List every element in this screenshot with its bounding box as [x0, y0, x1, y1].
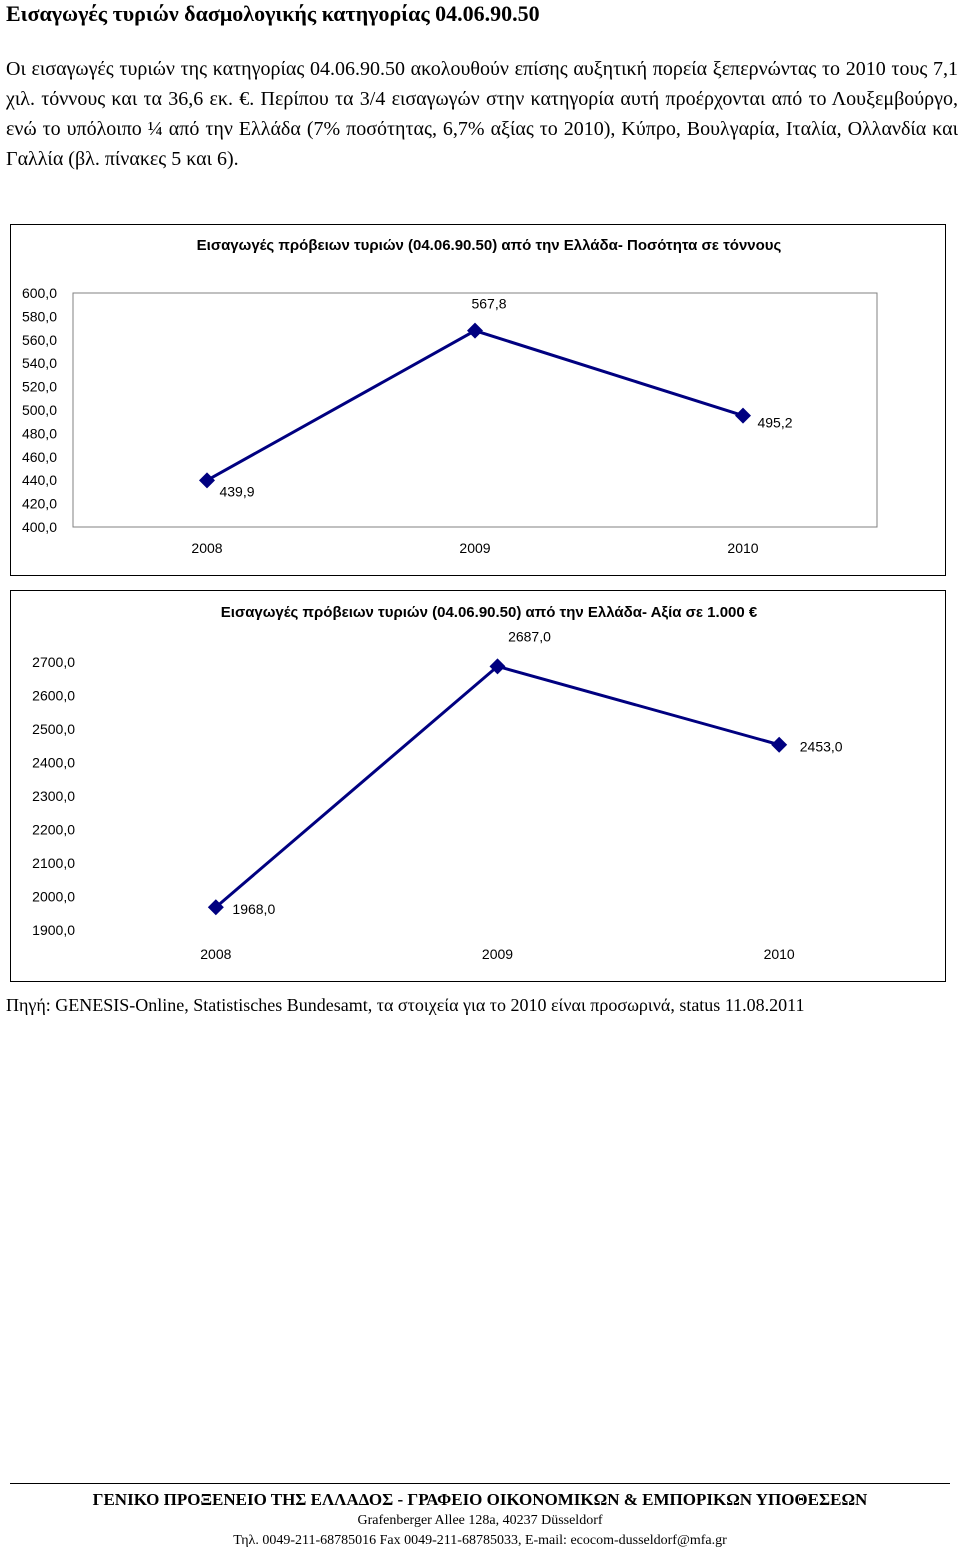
- value-chart-x-axis: [200, 946, 795, 962]
- y-tick-label: 2200,0: [32, 821, 75, 838]
- footer-contact: Τηλ. 0049-211-68785016 Fax 0049-211-68785033, E-mail: ecocom-dusseldorf@mfa.gr: [233, 1533, 727, 1548]
- footer-address: Grafenberger Allee 128a, 40237 Düsseldorf: [357, 1513, 603, 1528]
- y-tick-label: 420,0: [21, 495, 57, 512]
- y-tick-label: 400,0: [21, 519, 57, 535]
- data-label: 1968,0: [232, 901, 276, 918]
- y-tick-label: 2600,0: [32, 687, 75, 704]
- quantity-chart-data-labels: [219, 296, 792, 500]
- data-label: 2453,0: [799, 738, 843, 755]
- y-tick-label: 560,0: [21, 331, 57, 348]
- y-tick-label: 500,0: [21, 402, 57, 418]
- y-tick-label: 2500,0: [32, 721, 75, 737]
- value-chart-series-line: [216, 666, 779, 907]
- y-tick-label: 2300,0: [32, 788, 75, 804]
- y-tick-label: 540,0: [21, 355, 57, 372]
- page-title: Εισαγωγές τυριών δασμολογικής κατηγορίας 04.06.90.50: [6, 1, 540, 26]
- footer-divider: [10, 1483, 950, 1484]
- quantity-chart-svg: [11, 225, 945, 575]
- data-point-marker: [735, 408, 751, 424]
- data-label: 567,8: [471, 295, 507, 312]
- x-tick-label: 2008: [191, 540, 223, 556]
- value-chart-title: Εισαγωγές πρόβειων τυριών (04.06.90.50) από την Ελλάδα- Αξία σε 1.000 €: [220, 604, 758, 621]
- x-tick-label: 2010: [763, 946, 795, 962]
- data-label: 495,2: [757, 414, 793, 431]
- source-note: Πηγή: GENESIS-Online, Statistisches Bundesamt, τα στοιχεία για το 2010 είναι προσωρινά, status 11.08.2011: [6, 995, 805, 1015]
- quantity-chart-y-axis: [22, 285, 57, 535]
- data-point-marker: [771, 737, 787, 753]
- y-tick-label: 580,0: [21, 308, 57, 325]
- value-chart-points: [208, 658, 787, 918]
- quantity-chart-points: [199, 323, 751, 489]
- value-chart-y-axis: [32, 654, 75, 938]
- y-tick-label: 460,0: [21, 448, 57, 465]
- y-tick-label: 480,0: [21, 425, 57, 442]
- quantity-chart-title: Εισαγωγές πρόβειων τυριών (04.06.90.50) από την Ελλάδα- Ποσότητα σε τόννους: [196, 237, 782, 254]
- y-tick-label: 2400,0: [32, 754, 75, 771]
- y-tick-label: 600,0: [21, 285, 57, 301]
- data-point-marker: [199, 472, 215, 488]
- y-tick-label: 2000,0: [32, 888, 75, 905]
- data-point-marker: [467, 323, 483, 339]
- x-tick-label: 2008: [200, 946, 232, 962]
- y-tick-label: 2100,0: [32, 855, 75, 871]
- data-label: 2687,0: [508, 628, 551, 645]
- x-tick-label: 2009: [459, 540, 491, 556]
- y-tick-label: 1900,0: [32, 922, 75, 938]
- footer: [0, 1489, 960, 1551]
- quantity-chart: [10, 224, 946, 576]
- x-tick-label: 2010: [727, 540, 759, 556]
- footer-organization: ΓΕΝΙΚΟ ΠΡΟΞΕΝΕΙΟ ΤΗΣ ΕΛΛΑΔΟΣ - ΓΡΑΦΕΙΟ ΟΙΚΟΝΟΜΙΚΩΝ & ΕΜΠΟΡΙΚΩΝ ΥΠΟΘΕΣΕΩΝ: [92, 1490, 868, 1509]
- y-tick-label: 520,0: [21, 378, 57, 395]
- value-chart-svg: [11, 591, 945, 981]
- x-tick-label: 2009: [481, 946, 514, 962]
- data-label: 439,9: [219, 483, 255, 500]
- y-tick-label: 2700,0: [32, 654, 75, 670]
- value-chart: [10, 590, 946, 982]
- quantity-chart-x-axis: [191, 540, 758, 556]
- value-chart-data-labels: [232, 628, 842, 917]
- intro-paragraph: Οι εισαγωγές τυριών της κατηγορίας 04.06.90.50 ακολουθούν επίσης αυξητική πορεία ξεπερνώντας το 2010 τους 7,1 χιλ. τόννους και τα 36,6 εκ. €. Περίπου τα 3/4 εισαγωγών στην κατηγορία αυτή προέρχονται από το Λουξεμβούργο, ενώ το υπόλοιπο ¼ από την Ελλάδα (7% ποσότητας, 6,7% αξίας το 2010), Κύπρο, Βουλγαρία, Ιταλία, Ολλανδία και Γαλλία (βλ. πίνακες 5 και 6).: [6, 58, 958, 170]
- y-tick-label: 440,0: [21, 472, 57, 489]
- quantity-chart-series-line: [207, 331, 743, 481]
